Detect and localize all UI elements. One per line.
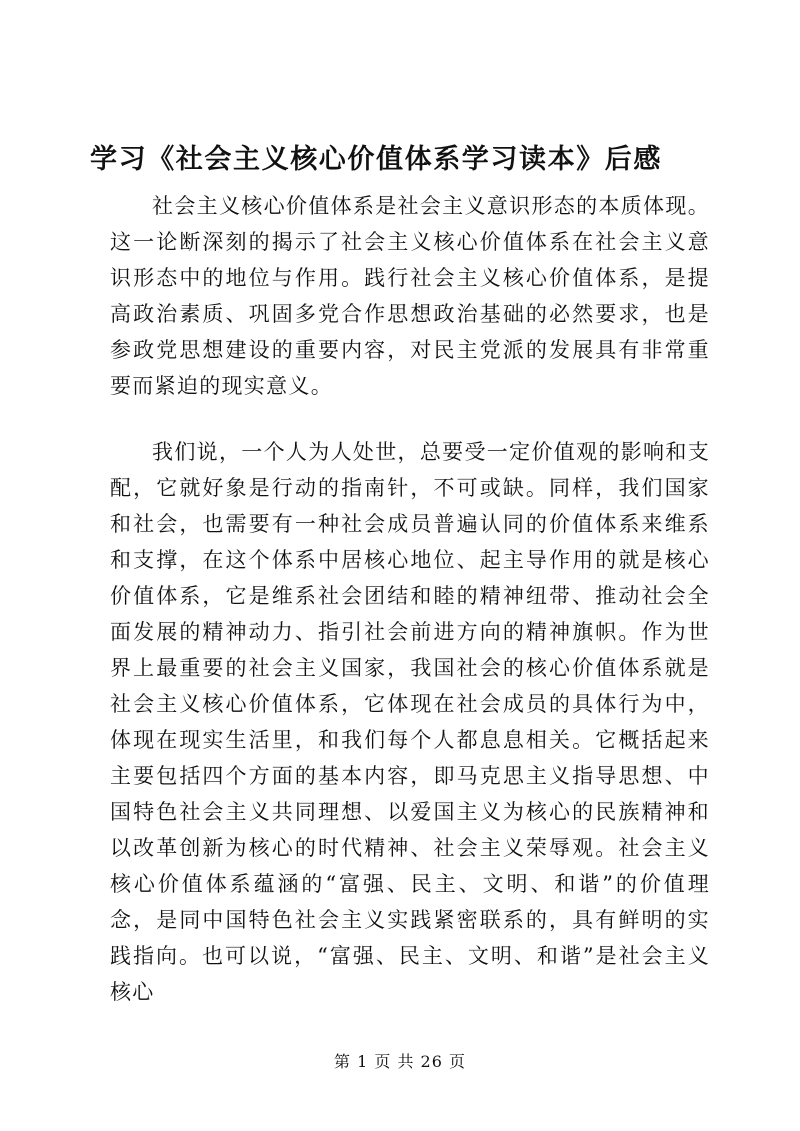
- document-title: 学习《社会主义核心价值体系学习读本》后感: [90, 144, 662, 175]
- paragraph-1: 社会主义核心价值体系是社会主义意识形态的本质体现。这一论断深刻的揭示了社会主义核心价值体系在社会主义意识形态中的地位与作用。践行社会主义核心价值体系，是提高政治素质、巩固多党合作思想政治基础的必然要求，也是参政党思想建设的重要内容，对民主党派的发展具有非常重要而紧迫的现实意义。: [110, 194, 710, 398]
- document-body: [110, 188, 710, 1010]
- paragraph-2: 我们说，一个人为人处世，总要受一定价值观的影响和支配，它就好象是行动的指南针，不可或缺。同样，我们国家和社会，也需要有一种社会成员普遍认同的价值体系来维系和支撑，在这个体系中居核心地位、起主导作用的就是核心价值体系，它是维系社会团结和睦的精神纽带、推动社会全面发展的精神动力、指引社会前进方向的精神旗帜。作为世界上最重要的社会主义国家，我国社会的核心价值体系就是社会主义核心价值体系，它体现在社会成员的具体行为中，体现在现实生活里，和我们每个人都息息相关。它概括起来主要包括四个方面的基本内容，即马克思主义指导思想、中国特色社会主义共同理想、以爱国主义为核心的民族精神和以改革创新为核心的时代精神、社会主义荣辱观。社会主义核心价值体系蕴涵的“富强、民主、文明、和谐”的价值理念，是同中国特色社会主义实践紧密联系的，具有鲜明的实践指向。也可以说，“富强、民主、文明、和谐”是社会主义核心: [110, 440, 710, 1004]
- page-number-footer: 第 1 页 共 26 页: [334, 1052, 466, 1071]
